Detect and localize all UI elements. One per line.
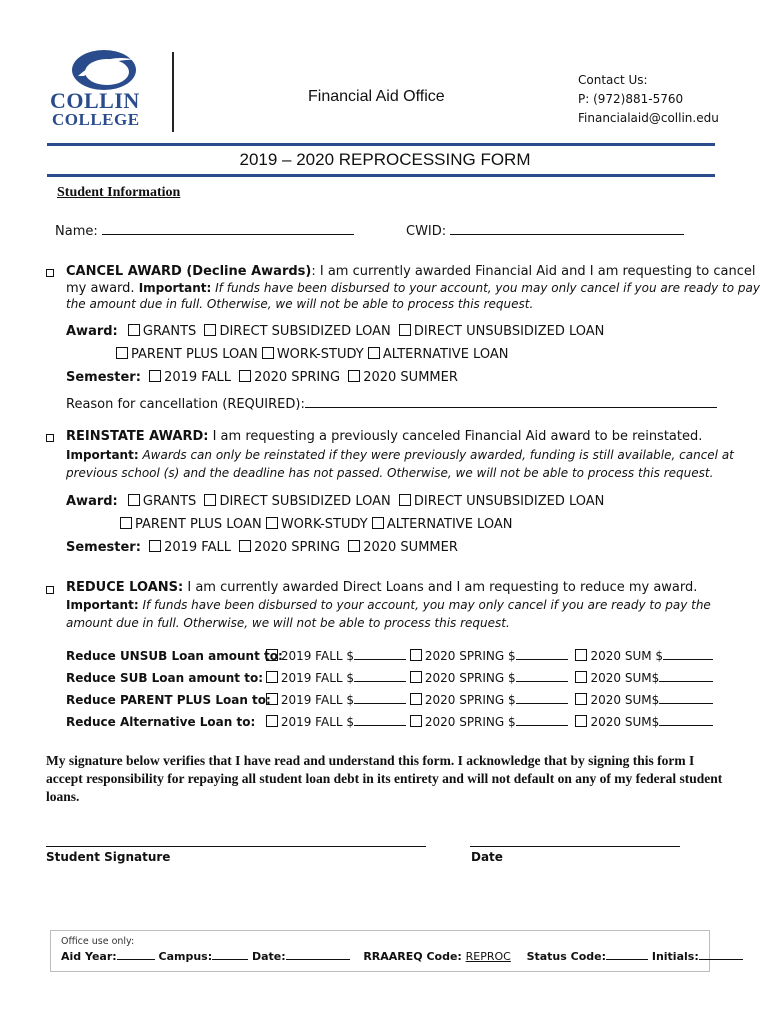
reduce-line1: [66, 580, 697, 595]
reinstate-summer-label: 2020 SUMMER: [363, 540, 458, 555]
reinstate-award-label: Award:: [66, 494, 118, 509]
reduce-spring-label: 2020 SPRING $: [424, 671, 516, 685]
cwid-field[interactable]: [406, 224, 684, 239]
cancel-text2b: If funds have been disbursed to your account, you may only cancel if you are ready to pay: [211, 281, 760, 295]
reduce-fall-amount[interactable]: [354, 703, 406, 704]
cancel-summer-checkbox[interactable]: [348, 370, 360, 382]
office-name: Financial Aid Office: [308, 88, 445, 105]
cancel-important: Important:: [138, 281, 212, 295]
name-field[interactable]: [55, 224, 354, 239]
cancel-ws-checkbox[interactable]: [262, 347, 274, 359]
reduce-spring-checkbox[interactable]: [410, 715, 422, 727]
reinstate-spring-label: 2020 SPRING: [254, 540, 341, 555]
reduce-spring-amount[interactable]: [516, 703, 568, 704]
reduce-spring-label: 2020 SPRING $: [424, 693, 516, 707]
reinstate-summer-checkbox[interactable]: [348, 540, 360, 552]
signature-statement: My signature below verifies that I have read and understand this form. I acknowledge that by signing this form I accept responsibility for repaying all student loan debt in its entirety and will not default on any of my federal student loans.: [46, 753, 723, 804]
cancel-reason-line[interactable]: [305, 407, 717, 408]
cancel-spring-label: 2020 SPRING: [254, 370, 341, 385]
reinstate-important: Important:: [66, 448, 139, 462]
reinstate-award-checkbox[interactable]: [46, 434, 54, 442]
aid-year-line[interactable]: [117, 959, 155, 960]
status-line[interactable]: [606, 959, 648, 960]
campus-line[interactable]: [212, 959, 248, 960]
reduce-sum-label: 2020 SUM$: [590, 715, 660, 729]
form-title: 2019 – 2020 REPROCESSING FORM: [239, 150, 531, 169]
reduce-line2: [66, 598, 711, 612]
cancel-alt-checkbox[interactable]: [368, 347, 380, 359]
reinstate-plus-label: PARENT PLUS LOAN: [135, 517, 262, 532]
signature-label: Student Signature: [46, 850, 171, 864]
reduce-row-unsub: [66, 645, 713, 667]
cwid-label: CWID:: [406, 224, 447, 239]
cancel-award-row1: [66, 324, 604, 339]
reinstate-grants-checkbox[interactable]: [128, 494, 140, 506]
reduce-fall-checkbox[interactable]: [266, 715, 278, 727]
contact-phone: P: (972)881-5760: [578, 92, 684, 106]
cancel-summer-label: 2020 SUMMER: [363, 370, 458, 385]
logo-swoosh-icon: [50, 46, 154, 92]
cancel-alt-label: ALTERNATIVE LOAN: [382, 347, 509, 362]
cancel-dunsub-checkbox[interactable]: [399, 324, 411, 336]
reduce-spring-checkbox[interactable]: [410, 671, 422, 683]
reduce-important: Important:: [66, 598, 139, 612]
reinstate-grants-label: GRANTS: [142, 494, 197, 509]
logo-divider: [172, 52, 174, 132]
reinstate-text3: previous school (s) and the deadline has not passed. Otherwise, we will not be able to process this request.: [66, 466, 714, 480]
reinstate-fall-label: 2019 FALL: [164, 540, 231, 555]
reduce-sum-checkbox[interactable]: [575, 715, 587, 727]
cancel-award-checkbox[interactable]: [46, 269, 54, 277]
reduce-sum-amount[interactable]: [659, 703, 713, 704]
initials-label: Initials: [651, 950, 695, 963]
reinstate-fall-checkbox[interactable]: [149, 540, 161, 552]
date-label: Date: [471, 850, 503, 864]
reduce-text2: If funds have been disbursed to your account, you may only cancel if you are ready to pay the: [138, 598, 711, 612]
reduce-fall-checkbox[interactable]: [266, 671, 278, 683]
reduce-fall-label: 2019 FALL $: [280, 715, 355, 729]
reinstate-alt-checkbox[interactable]: [372, 517, 384, 529]
office-use-box: [50, 930, 710, 972]
student-info-heading: Student Information: [57, 185, 181, 200]
reduce-spring-label: 2020 SPRING $: [424, 649, 516, 663]
reduce-row-alt: [66, 711, 713, 733]
title-rule-top: [47, 143, 715, 146]
title-rule-bottom: [47, 174, 715, 177]
reduce-loans-checkbox[interactable]: [46, 586, 54, 594]
initials-line[interactable]: [699, 959, 743, 960]
reduce-fall-amount[interactable]: [354, 725, 406, 726]
date-field-line[interactable]: [286, 959, 350, 960]
status-label: Status Code: [526, 950, 602, 963]
cancel-reason-label: Reason for cancellation (REQUIRED):: [66, 397, 305, 412]
reduce-sum-amount[interactable]: [663, 659, 713, 660]
logo-line1: COLLIN: [50, 88, 140, 113]
reduce-sum-amount[interactable]: [659, 725, 713, 726]
cancel-spring-checkbox[interactable]: [239, 370, 251, 382]
reduce-sum-checkbox[interactable]: [575, 693, 587, 705]
cancel-award-label: Award:: [66, 324, 118, 339]
cancel-plus-checkbox[interactable]: [116, 347, 128, 359]
campus-label: Campus:: [158, 950, 213, 963]
reduce-spring-amount[interactable]: [516, 659, 568, 660]
college-logo: [50, 46, 154, 130]
reduce-title: REDUCE LOANS:: [66, 580, 184, 595]
aid-year-label: Aid Year:: [61, 950, 117, 963]
cancel-plus-label: PARENT PLUS LOAN: [131, 347, 258, 362]
cancel-title: CANCEL AWARD (Decline Awards): [66, 264, 312, 279]
reduce-fall-amount[interactable]: [354, 659, 406, 660]
reinstate-title: REINSTATE AWARD:: [66, 429, 209, 444]
date-line[interactable]: [470, 846, 680, 847]
reduce-fall-checkbox[interactable]: [266, 693, 278, 705]
reinstate-award-row2: [120, 517, 512, 532]
cancel-line2: [66, 281, 760, 296]
cancel-dsub-label: DIRECT SUBSIDIZED LOAN: [219, 324, 391, 339]
reduce-spring-amount[interactable]: [516, 681, 568, 682]
reinstate-dunsub-checkbox[interactable]: [399, 494, 411, 506]
reinstate-dunsub-label: DIRECT UNSUBSIDIZED LOAN: [413, 494, 605, 509]
cancel-ws-label: WORK-STUDY: [276, 347, 364, 362]
reinstate-spring-checkbox[interactable]: [239, 540, 251, 552]
reduce-sum-checkbox[interactable]: [575, 671, 587, 683]
signature-line[interactable]: [46, 846, 426, 847]
cancel-reason-field[interactable]: [66, 397, 717, 412]
office-use-caption: Office use only:: [61, 936, 135, 947]
reinstate-alt-label: ALTERNATIVE LOAN: [386, 517, 513, 532]
reinstate-line1: [66, 429, 702, 444]
reduce-fall-label: 2019 FALL $: [280, 671, 355, 685]
reinstate-award-row1: [66, 494, 604, 509]
cancel-semester-row: [66, 370, 458, 385]
reinstate-semester-row: [66, 540, 458, 555]
reduce-text3: amount due in full. Otherwise, we will not be able to process this request.: [66, 616, 510, 630]
rraareq-label: RRAAREQ Code: [363, 950, 458, 963]
cancel-text1: : I am currently awarded Financial Aid and I am requesting to cancel: [311, 264, 756, 279]
reduce-sum-label: 2020 SUM$: [590, 671, 660, 685]
date-field-label: Date:: [251, 950, 286, 963]
reduce-fall-checkbox[interactable]: [266, 649, 278, 661]
reinstate-dsub-checkbox[interactable]: [204, 494, 216, 506]
reinstate-semester-label: Semester:: [66, 540, 141, 555]
contact-label: Contact Us:: [578, 73, 648, 87]
cancel-text3: the amount due in full. Otherwise, we will not be able to process this request.: [66, 297, 534, 311]
reduce-row-label: Reduce Alternative Loan to:: [66, 715, 256, 729]
reduce-sum-label: 2020 SUM$: [590, 693, 660, 707]
cancel-dunsub-label: DIRECT UNSUBSIDIZED LOAN: [413, 324, 605, 339]
cancel-semester-label: Semester:: [66, 370, 141, 385]
reduce-fall-label: 2019 FALL $: [280, 649, 355, 663]
reduce-spring-amount[interactable]: [516, 725, 568, 726]
name-label: Name:: [55, 224, 98, 239]
reduce-row-sub: [66, 667, 713, 689]
cancel-line1: [66, 264, 755, 279]
reduce-row-label: Reduce PARENT PLUS Loan to:: [66, 693, 271, 707]
contact-email[interactable]: Financialaid@collin.edu: [578, 111, 719, 125]
reinstate-dsub-label: DIRECT SUBSIDIZED LOAN: [219, 494, 391, 509]
reduce-spring-label: 2020 SPRING $: [424, 715, 516, 729]
reduce-row: [66, 645, 713, 733]
cancel-grants-label: GRANTS: [142, 324, 197, 339]
cancel-text2a: my award.: [66, 281, 139, 296]
cancel-fall-label: 2019 FALL: [164, 370, 231, 385]
reduce-fall-amount[interactable]: [354, 681, 406, 682]
cwid-input-line[interactable]: [450, 234, 684, 235]
contact-block: [578, 71, 719, 128]
reduce-text1: I am currently awarded Direct Loans and I am requesting to reduce my award.: [183, 580, 698, 595]
rraareq-value: REPROC: [465, 950, 511, 963]
cancel-dsub-checkbox[interactable]: [204, 324, 216, 336]
reduce-spring-checkbox[interactable]: [410, 649, 422, 661]
reinstate-line2: [66, 448, 734, 462]
logo-line2: COLLEGE: [52, 110, 140, 129]
reduce-fall-label: 2019 FALL $: [280, 693, 355, 707]
reduce-row-plus: [66, 689, 713, 711]
reinstate-ws-checkbox[interactable]: [266, 517, 278, 529]
cancel-grants-checkbox[interactable]: [128, 324, 140, 336]
reinstate-plus-checkbox[interactable]: [120, 517, 132, 529]
reduce-sum-label: 2020 SUM $: [590, 649, 664, 663]
reduce-sum-checkbox[interactable]: [575, 649, 587, 661]
cancel-award-row2: [116, 347, 508, 362]
reinstate-ws-label: WORK-STUDY: [280, 517, 368, 532]
reduce-row-label: Reduce SUB Loan amount to:: [66, 671, 263, 685]
reduce-spring-checkbox[interactable]: [410, 693, 422, 705]
reinstate-text1: I am requesting a previously canceled Financial Aid award to be reinstated.: [208, 429, 703, 444]
cancel-fall-checkbox[interactable]: [149, 370, 161, 382]
reinstate-text2: Awards can only be reinstated if they were previously awarded, funding is still available, cancel at: [138, 448, 734, 462]
reduce-sum-amount[interactable]: [659, 681, 713, 682]
reduce-row-label: Reduce UNSUB Loan amount to:: [66, 649, 283, 663]
office-use-fields: Aid Year: Campus: Date: RRAAREQ Code: REPROC Status Code: Initials:: [61, 950, 743, 963]
name-input-line[interactable]: [102, 234, 354, 235]
